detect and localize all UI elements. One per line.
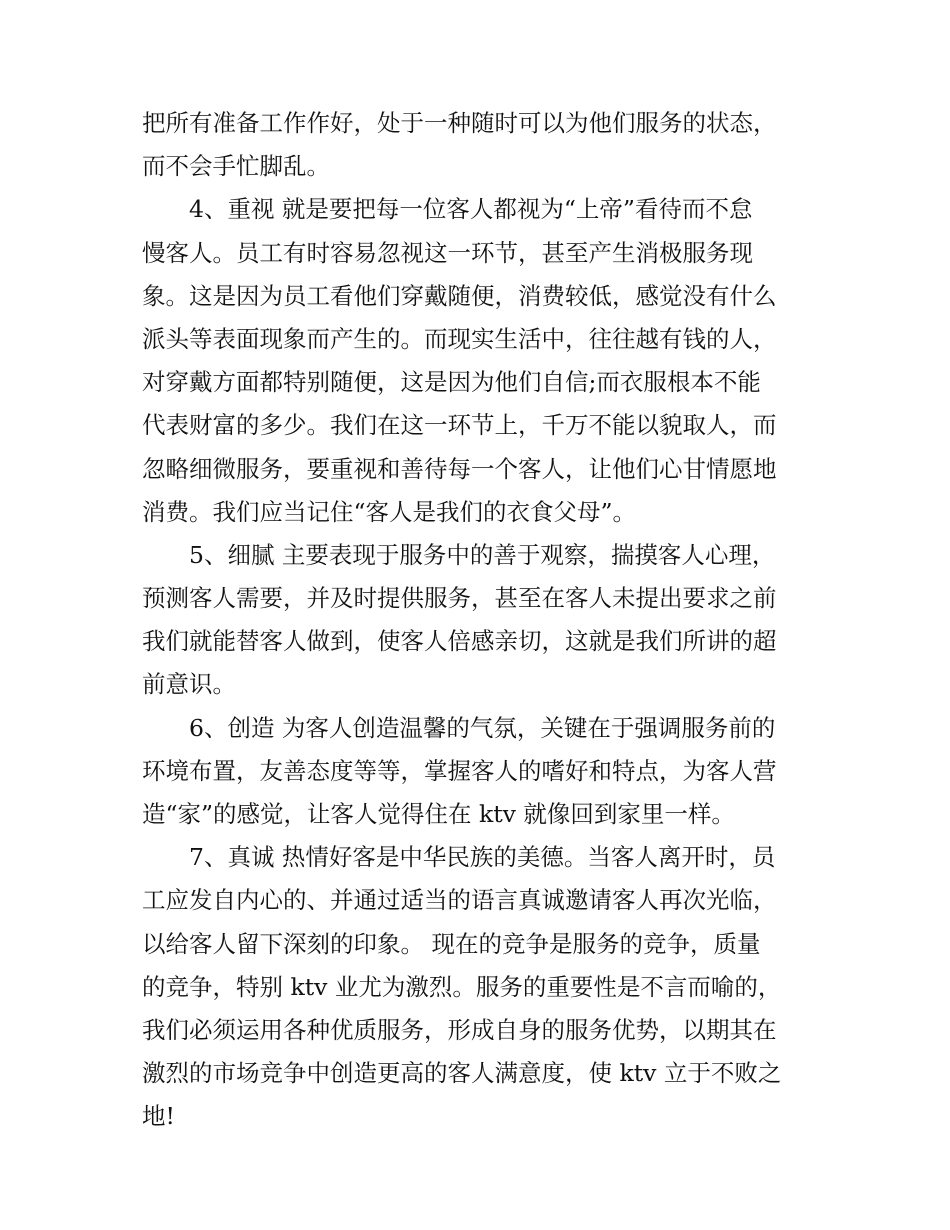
- text-line: 忽略细微服务，要重视和善待每一个客人，让他们心甘情愿地: [142, 454, 777, 483]
- text-line: 造“家”的感觉，让客人觉得住在 ktv 就像回到家里一样。: [142, 800, 735, 828]
- text-line: 代表财富的多少。我们在这一环节上，千万不能以貌取人，而: [142, 411, 777, 440]
- text-line: 象。这是因为员工看他们穿戴随便，消费较低，感觉没有什么: [142, 281, 777, 310]
- text-line: 我们就能替客人做到，使客人倍感亲切，这就是我们所讲的超: [142, 627, 777, 656]
- text-line: 6、创造 为客人创造温馨的气氛，关键在于强调服务前的: [189, 713, 776, 742]
- text-line: 前意识。: [142, 670, 236, 699]
- text-line: 预测客人需要，并及时提供服务，甚至在客人未提出要求之前: [142, 584, 777, 613]
- text-line: 我们必须运用各种优质服务，形成自身的服务优势，以期其在: [142, 1015, 777, 1044]
- text-line: 激烈的市场竞争中创造更高的客人满意度，使 ktv 立于不败之: [142, 1059, 782, 1088]
- text-line: 慢客人。员工有时容易忽视这一环节，甚至产生消极服务现: [142, 238, 753, 267]
- text-line: 而不会手忙脚乱。: [142, 152, 330, 181]
- text-line: 把所有准备工作作好，处于一种随时可以为他们服务的状态，: [142, 109, 777, 137]
- text-line: 5、细腻 主要表现于服务中的善于观察，揣摸客人心理，: [189, 540, 776, 569]
- text-line: 4、重视 就是要把每一位客人都视为“上帝”看待而不怠: [189, 195, 753, 224]
- text-line: 环境布置，友善态度等等，掌握客人的嗜好和特点，为客人营: [142, 756, 777, 785]
- text-line: 7、真诚 热情好客是中华民族的美德。当客人离开时，员: [189, 843, 776, 872]
- text-line: 派头等表面现象而产生的。而现实生活中，往往越有钱的人，: [142, 324, 777, 353]
- document-body: [142, 102, 814, 1139]
- text-line: 工应发自内心的、并通过适当的语言真诚邀请客人再次光临，: [142, 886, 777, 915]
- text-line: 对穿戴方面都特别随便，这是因为他们自信;而衣服根本不能: [142, 368, 761, 397]
- text-line: 地!: [142, 1102, 175, 1131]
- text-line: 以给客人留下深刻的印象。 现在的竞争是服务的竞争，质量: [142, 929, 761, 958]
- text-line: 的竞争，特别 ktv 业尤为激烈。服务的重要性是不言而喻的，: [142, 972, 782, 1001]
- text-line: 消费。我们应当记住“客人是我们的衣食父母”。: [142, 497, 637, 526]
